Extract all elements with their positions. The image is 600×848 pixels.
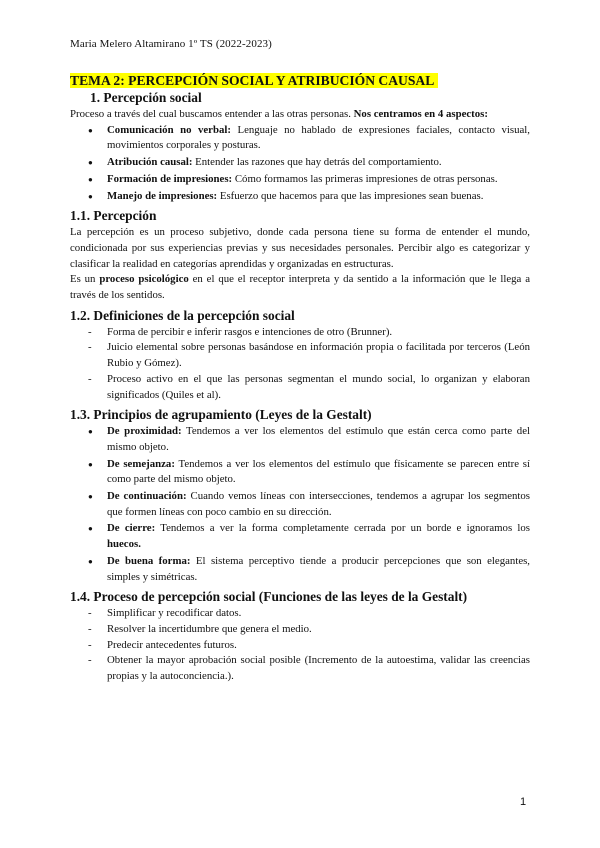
list-item: - Proceso activo en el que las personas segmentan el mundo social, lo organizan y elaboran significados (Quiles et al).: [88, 372, 530, 403]
section-1-2-title: 1.2. Definiciones de la percepción social: [70, 307, 295, 323]
list-item: - Juicio elemental sobre personas basándose en información propia o facilitada por terceros (León Rubio y Gómez).: [88, 340, 530, 371]
section-1-1-paragraph-2: Es un proceso psicológico en el que el receptor interpreta y da sentido a la información que le llega a través de los sentidos.: [70, 273, 530, 302]
section-1-4-list: [88, 606, 530, 685]
topic-title-text: TEMA 2: PERCEPCIÓN SOCIAL Y ATRIBUCIÓN CAUSAL: [70, 73, 438, 88]
topic-title: [70, 72, 530, 89]
list-item: - Resolver la incertidumbre que genera el medio.: [88, 622, 530, 638]
section-1-2-list: [88, 325, 530, 404]
section-1-4-title: 1.4. Proceso de percepción social (Funciones de las leyes de la Gestalt): [70, 589, 468, 605]
list-item: ● Formación de impresiones: Cómo formamos las primeras impresiones de otras personas.: [88, 172, 530, 188]
list-item: ● Comunicación no verbal: Lenguaje no hablado de expresiones faciales, contacto visual, movimientos corporales y posturas.: [88, 123, 530, 154]
page-number: 1: [520, 796, 527, 808]
list-item: - Forma de percibir e inferir rasgos e intenciones de otro (Brunner).: [88, 325, 530, 341]
section-1-title: 1. Percepción social: [90, 90, 202, 105]
list-item: - Obtener la mayor aprobación social posible (Incremento de la autoestima, validar las creencias propias y la autoconciencia.).: [88, 653, 530, 684]
list-item: ● De semejanza: Tendemos a ver los elementos del estímulo que físicamente se parecen entre sí como parte del mismo objeto.: [88, 457, 530, 488]
section-1-3-title: 1.3. Principios de agrupamiento (Leyes de la Gestalt): [70, 407, 372, 423]
section-1-intro: Proceso a través del cual buscamos entender a las otras personas. Nos centramos en 4 aspectos:: [70, 108, 488, 120]
section-1-1-title: 1.1. Percepción: [70, 208, 157, 224]
list-item: ● De continuación: Cuando vemos líneas con intersecciones, tendemos a agrupar los segmentos que formen líneas con poco cambio en su dirección.: [88, 489, 530, 520]
list-item: - Simplificar y recodificar datos.: [88, 606, 530, 622]
list-item: ● De cierre: Tendemos a ver la forma completamente cerrada por un borde e ignoramos los huecos.: [88, 521, 530, 552]
list-item: - Predecir antecedentes futuros.: [88, 638, 530, 654]
section-1-3-list: [88, 424, 530, 585]
page-header: Maria Melero Altamirano 1º TS (2022-2023): [70, 38, 272, 50]
list-item: ● De proximidad: Tendemos a ver los elementos del estímulo que están cerca como parte del mismo objeto.: [88, 424, 530, 455]
page-content: [70, 72, 530, 685]
list-item: ● Manejo de impresiones: Esfuerzo que hacemos para que las impresiones sean buenas.: [88, 189, 530, 205]
section-1-list: [88, 123, 530, 205]
section-1-1-paragraph: La percepción es un proceso subjetivo, donde cada persona tiene su forma de entender el mundo, condicionada por sus experiencias previas y sus necesidades personales. Percibir algo es categorizar y clasificar la realidad en categorías aprendidas y organizadas en estructuras.: [70, 226, 530, 270]
list-item: ● De buena forma: El sistema perceptivo tiende a producir percepciones que son elegantes, simples y simétricas.: [88, 554, 530, 585]
list-item: ● Atribución causal: Entender las razones que hay detrás del comportamiento.: [88, 155, 530, 171]
